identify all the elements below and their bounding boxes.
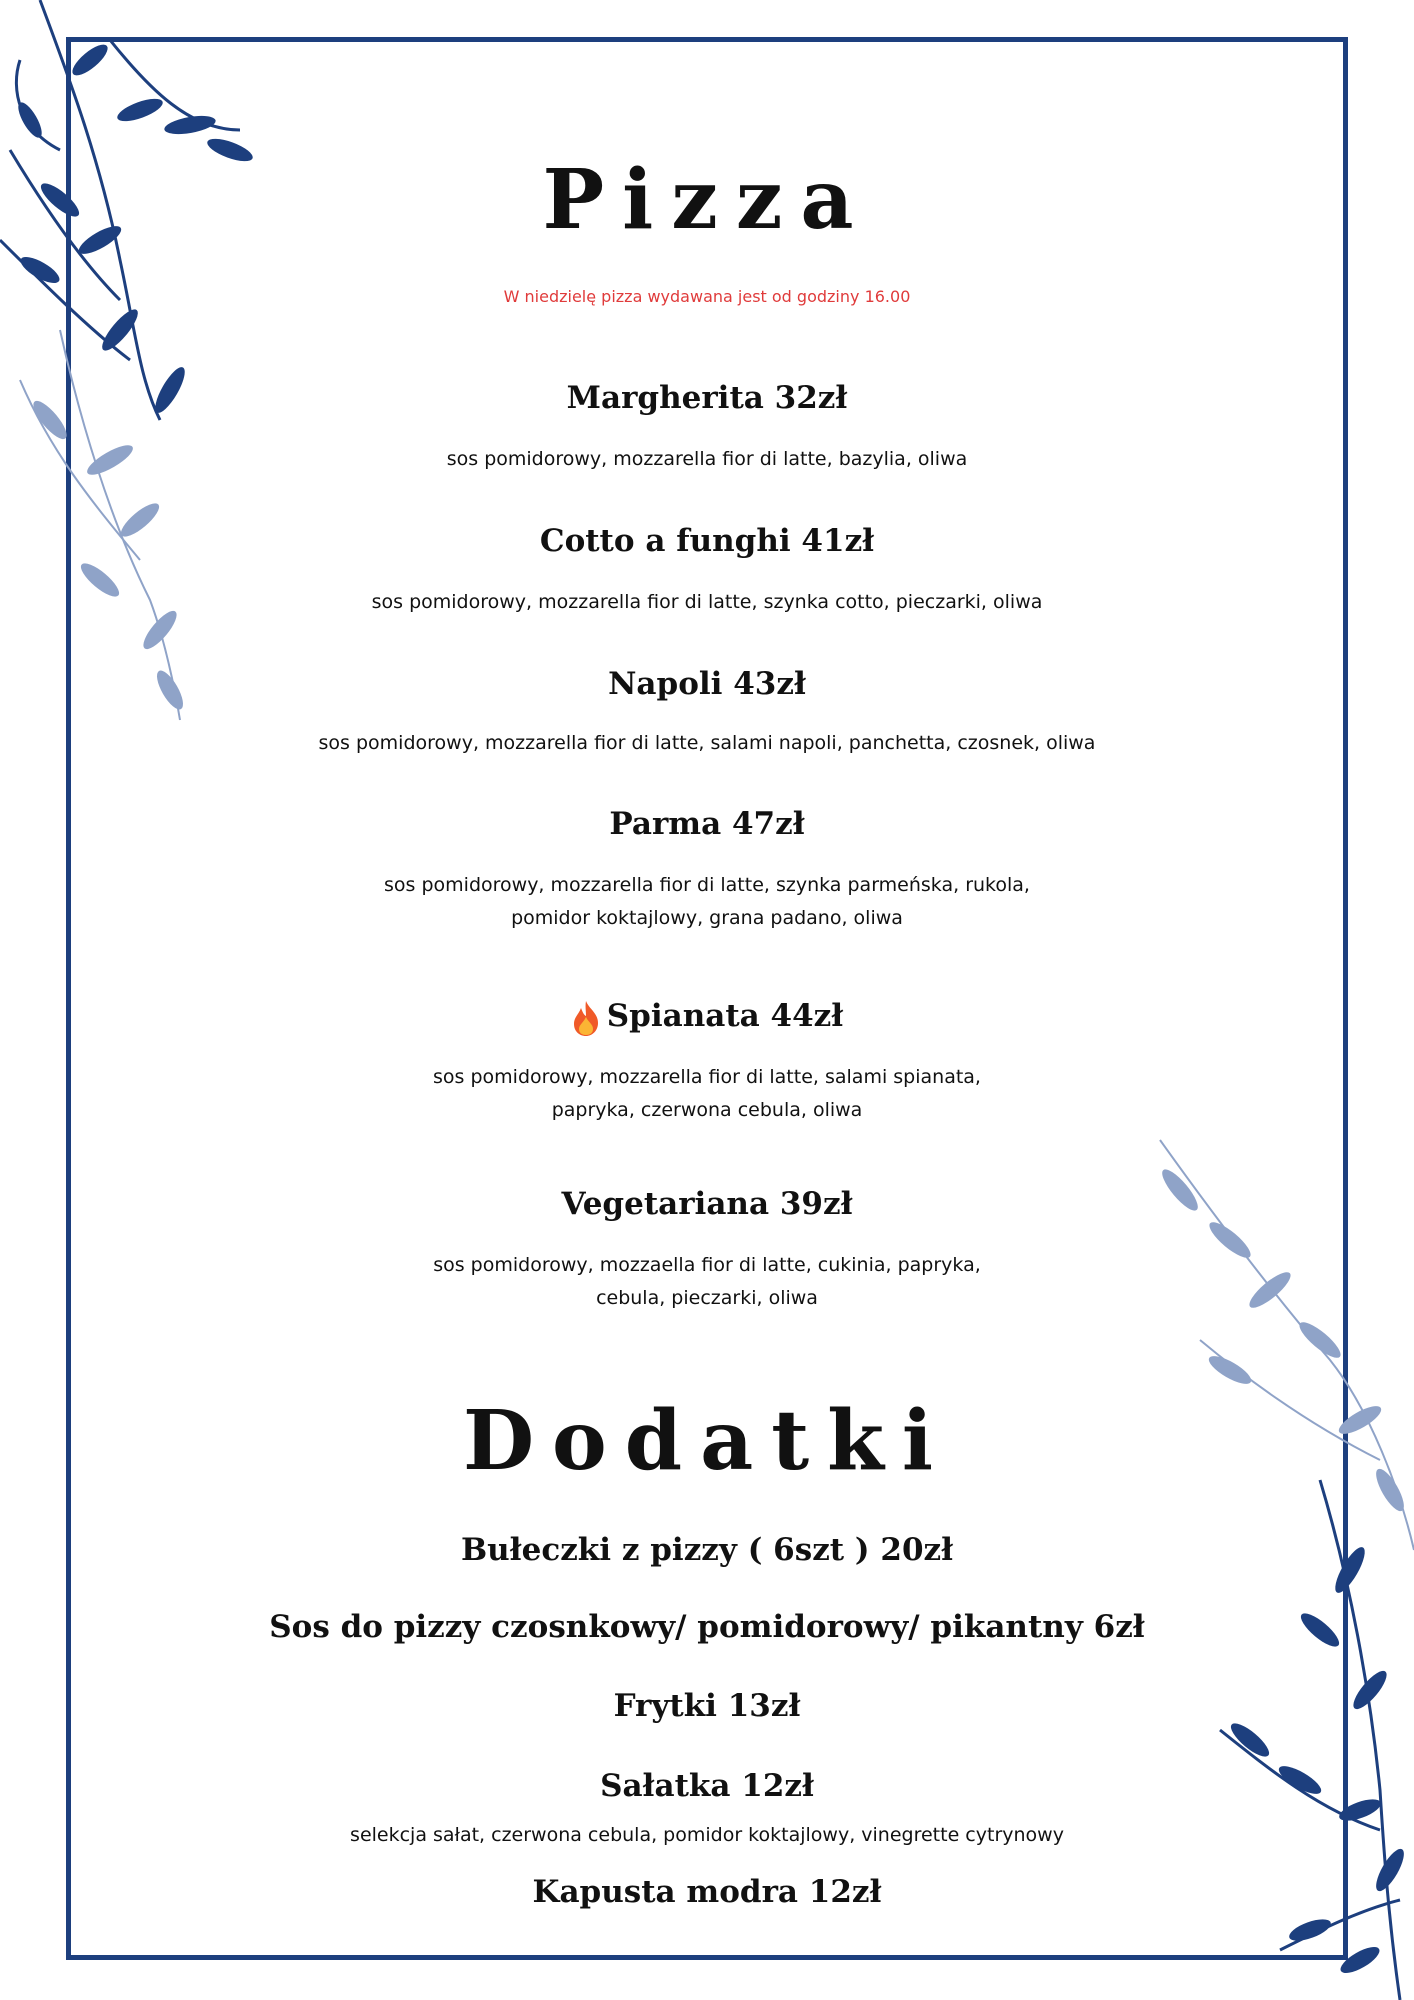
menu-item-spianata	[0, 998, 1414, 1037]
menu-item-name: Frytki 13zł	[613, 1688, 801, 1724]
menu-item-description	[0, 586, 1414, 619]
pizza-section-title: Pizza	[542, 152, 872, 248]
description-line: sos pomidorowy, mozzarella fior di latte, bazylia, oliwa	[446, 448, 968, 470]
description-line: pomidor koktajlowy, grana padano, oliwa	[511, 907, 903, 929]
flame-icon	[571, 999, 601, 1037]
menu-item-name: Margherita 32zł	[566, 380, 848, 416]
menu-item-description	[0, 869, 1414, 935]
menu-item-name: Kapusta modra 12zł	[532, 1874, 882, 1910]
menu-item-name: Sos do pizzy czosnkowy/ pomidorowy/ pikantny 6zł	[269, 1609, 1145, 1645]
description-line: sos pomidorowy, mozzarella fior di latte, salami spianata,	[433, 1066, 981, 1088]
menu-item-name: Sałatka 12zł	[600, 1768, 814, 1804]
menu-item-name: Cotto a funghi 41zł	[539, 523, 875, 559]
menu-item-description	[0, 727, 1414, 760]
menu-item-name: Bułeczki z pizzy ( 6szt ) 20zł	[460, 1532, 954, 1568]
description-line: cebula, pieczarki, oliwa	[596, 1287, 818, 1309]
menu-item-description	[0, 1819, 1414, 1852]
menu-item-name: Napoli 43zł	[608, 666, 806, 702]
description-line: sos pomidorowy, mozzaella fior di latte, cukinia, papryka,	[433, 1254, 981, 1276]
menu-item-description	[0, 1061, 1414, 1127]
menu-item-name: Vegetariana 39zł	[561, 1186, 853, 1222]
description-line: papryka, czerwona cebula, oliwa	[551, 1099, 863, 1121]
description-line: sos pomidorowy, mozzarella fior di latte, szynka parmeńska, rukola,	[384, 874, 1030, 896]
description-line: selekcja sałat, czerwona cebula, pomidor koktajlowy, vinegrette cytrynowy	[350, 1824, 1064, 1846]
description-line: sos pomidorowy, mozzarella fior di latte, salami napoli, panchetta, czosnek, oliwa	[318, 732, 1096, 754]
menu-item-name: Parma 47zł	[609, 806, 805, 842]
extras-section-title: Dodatki	[462, 1393, 952, 1489]
description-line: sos pomidorowy, mozzarella fior di latte, szynka cotto, pieczarki, oliwa	[371, 591, 1043, 613]
menu-item-description	[0, 1249, 1414, 1315]
sunday-notice: W niedzielę pizza wydawana jest od godziny 16.00	[503, 287, 911, 306]
menu-item-name: Spianata 44zł	[606, 998, 844, 1034]
menu-item-description	[0, 443, 1414, 476]
